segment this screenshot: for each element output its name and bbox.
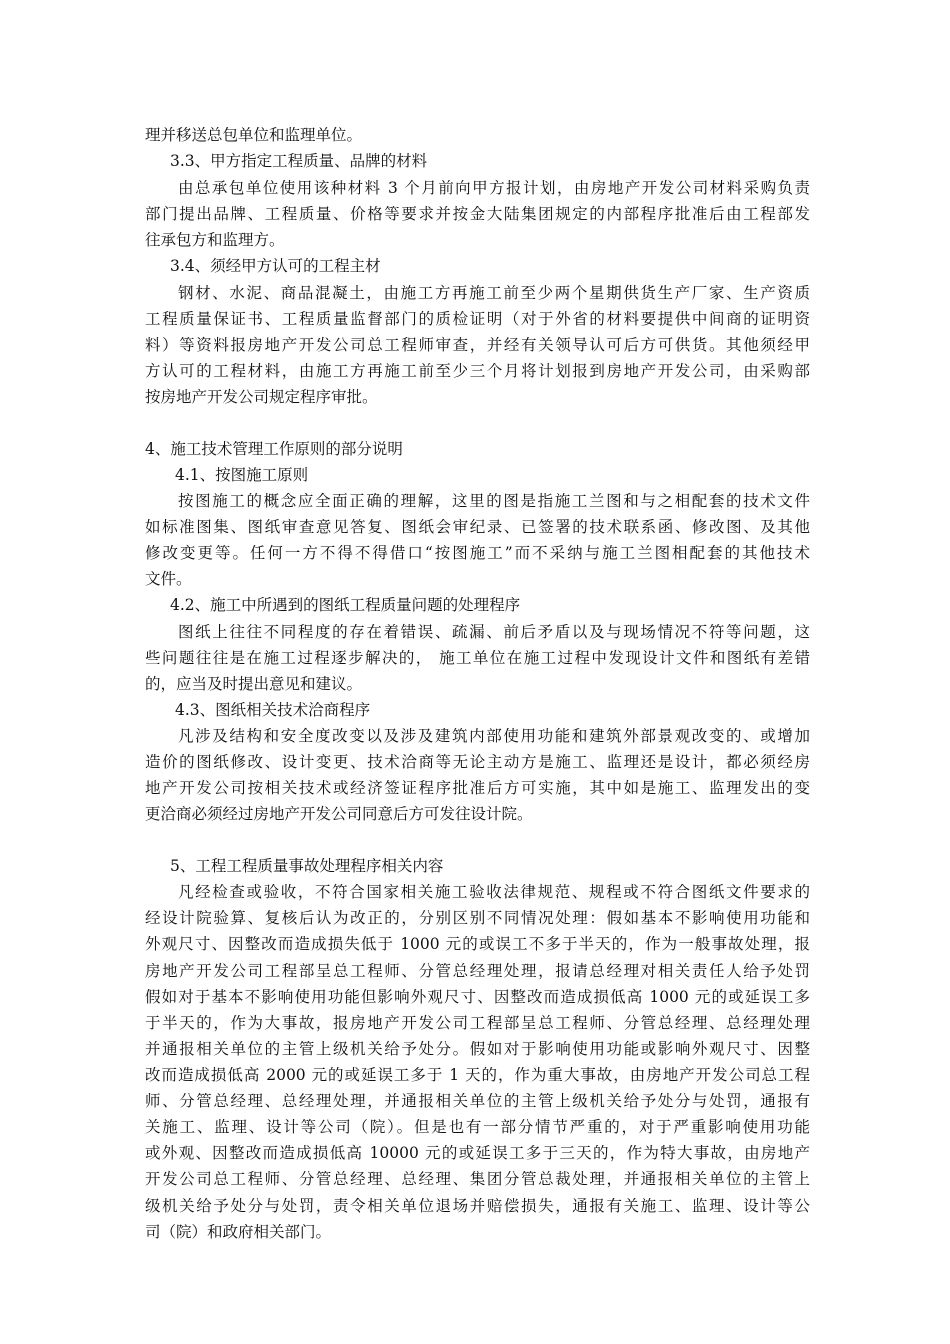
paragraph-line: 方认可的工程材料，由施工方再施工前至少三个月将计划报到房地产开发公司，由采购部 [145,362,810,380]
section-heading-3-4: 3.4、须经甲方认可的工程主材 [170,257,381,275]
paragraph-line: 外观尺寸、因整改而造成损失低于 1000 元的或误工不多于半天的，作为一般事故处理，报 [145,935,810,953]
section-heading-4: 4、施工技术管理工作原则的部分说明 [145,440,403,458]
paragraph-line: 凡经检查或验收，不符合国家相关施工验收法律规范、规程或不符合图纸文件要求的 [178,883,810,901]
paragraph-line: 文件。 [145,570,192,588]
paragraph-line: 经设计院验算、复核后认为改正的，分别区别不同情况处理：假如基本不影响使用功能和 [145,909,810,927]
section-heading-4-2: 4.2、施工中所遇到的图纸工程质量问题的处理程序 [170,596,521,614]
paragraph-line: 如标准图集、图纸审查意见答复、图纸会审纪录、已签署的技术联系函、修改图、及其他 [145,518,810,536]
paragraph-line: 部门提出品牌、工程质量、价格等要求并按金大陆集团规定的内部程序批准后由工程部发 [145,205,810,223]
paragraph-line: 凡涉及结构和安全度改变以及涉及建筑内部使用功能和建筑外部景观改变的、或增加 [178,727,810,745]
paragraph-line: 司（院）和政府相关部门。 [145,1223,332,1241]
paragraph-line: 级机关给予处分与处罚，责令相关单位退场并赔偿损失，通报有关施工、监理、设计等公 [145,1197,810,1215]
paragraph-line: 更洽商必须经过房地产开发公司同意后方可发往设计院。 [145,805,533,823]
paragraph-line: 修改变更等。任何一方不得不得借口“按图施工”而不采纳与施工兰图相配套的其他技术 [145,544,810,562]
paragraph-line: 关施工、监理、设计等公司（院）。但是也有一部分情节严重的，对于严重影响使用功能 [145,1118,810,1136]
paragraph-line: 钢材、水泥、商品混凝土，由施工方再施工前至少两个星期供货生产厂家、生产资质 [178,284,810,302]
paragraph-line: 假如对于基本不影响使用功能但影响外观尺寸、因整改而造成损低高 1000 元的或延误工多 [145,988,810,1006]
section-heading-3-3: 3.3、甲方指定工程质量、品牌的材料 [170,152,428,170]
paragraph-line: 往承包方和监理方。 [145,231,285,249]
paragraph-line: 的，应当及时提出意见和建议。 [145,675,363,693]
paragraph-line: 按图施工的概念应全面正确的理解，这里的图是指施工兰图和与之相配套的技术文件 [178,492,810,510]
paragraph-line: 理并移送总包单位和监理单位。 [145,126,363,144]
paragraph-line: 房地产开发公司工程部呈总工程师、分管总经理处理，报请总经理对相关责任人给予处罚 [145,962,810,980]
paragraph-line: 料）等资料报房地产开发公司总工程师审查，并经有关领导认可后方可供货。其他须经甲 [145,336,810,354]
paragraph-line: 于半天的，作为大事故，报房地产开发公司工程部呈总工程师、分管总经理、总经理处理 [145,1014,810,1032]
paragraph-line: 造价的图纸修改、设计变更、技术洽商等无论主动方是施工、监理还是设计，都必须经房 [145,753,810,771]
paragraph-line: 图纸上往往不同程度的存在着错误、疏漏、前后矛盾以及与现场情况不符等问题，这 [178,623,810,641]
paragraph-line: 由总承包单位使用该种材料 3 个月前向甲方报计划，由房地产开发公司材料采购负责 [178,179,810,197]
section-heading-4-3: 4.3、图纸相关技术洽商程序 [175,701,371,719]
section-heading-4-1: 4.1、按图施工原则 [175,466,309,484]
paragraph-line: 或外观、因整改而造成损低高 10000 元的或延误工多于三天的，作为特大事故，由房地产 [145,1144,810,1162]
paragraph-line: 并通报相关单位的主管上级机关给予处分。假如对于影响使用功能或影响外观尺寸、因整 [145,1040,810,1058]
paragraph-line: 些问题往往是在施工过程逐步解决的， 施工单位在施工过程中发现设计文件和图纸有差错 [145,649,810,667]
paragraph-line: 工程质量保证书、工程质量监督部门的质检证明（对于外省的材料要提供中间商的证明资 [145,310,810,328]
paragraph-line: 改而造成损低高 2000 元的或延误工多于 1 天的，作为重大事故，由房地产开发公司总工程 [145,1066,810,1084]
paragraph-line: 师、分管总经理、总经理处理，并通报相关单位的主管上级机关给予处分与处罚，通报有 [145,1092,810,1110]
section-heading-5: 5、工程工程质量事故处理程序相关内容 [170,857,444,875]
paragraph-line: 地产开发公司按相关技术或经济签证程序批准后方可实施，其中如是施工、监理发出的变 [145,779,810,797]
paragraph-line: 按房地产开发公司规定程序审批。 [145,388,378,406]
paragraph-line: 开发公司总工程师、分管总经理、总经理、集团分管总裁处理，并通报相关单位的主管上 [145,1170,810,1188]
